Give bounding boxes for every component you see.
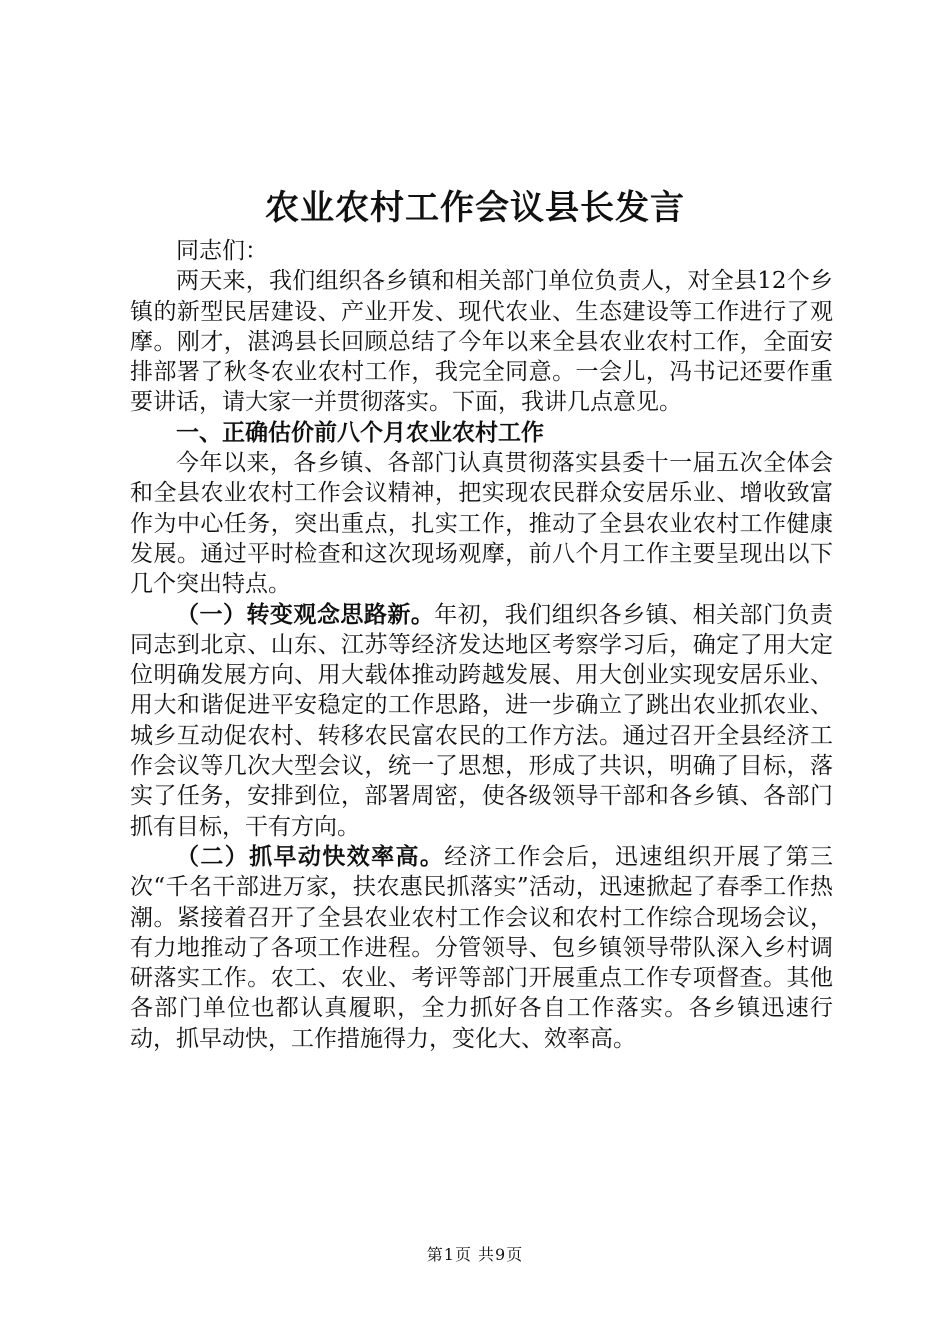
point-1-paragraph (130, 600, 833, 842)
document-body (130, 236, 833, 1054)
section-1-paragraph: 今年以来，各乡镇、各部门认真贯彻落实县委十一届五次全体会和全县农业农村工作会议精神，把实现农民群众安居乐业、增收致富作为中心任务，突出重点，扎实工作，推动了全县农业农村工作健康发展。通过平时检查和这次现场观摩，前八个月工作主要呈现出以下几个突出特点。 (130, 450, 833, 598)
document-title: 农业农村工作会议县长发言 (265, 188, 685, 228)
greeting: 同志们： (176, 238, 268, 264)
page-footer: 第1页 共9页 (426, 1245, 524, 1264)
point-2-text: 经济工作会后，迅速组织开展了第三次“千名干部进万家，扶农惠民抓落实”活动，迅速掀起了春季工作热潮。紧接着召开了全县农业农村工作会议和农村工作综合现场会议，有力地推动了各项工作进程。分管领导、包乡镇领导带队深入乡村调研落实工作。农工、农业、考评等部门开展重点工作专项督查。其他各部门单位也都认真履职，全力抓好各自工作落实。各乡镇迅速行动，抓早动快，工作措施得力，变化大、效率高。 (130, 843, 834, 1052)
point-2-paragraph (130, 842, 833, 1054)
section-heading-1: 一、正确估价前八个月农业农村工作 (176, 418, 544, 446)
intro-paragraph: 两天来，我们组织各乡镇和相关部门单位负责人，对全县12个乡镇的新型民居建设、产业开发、现代农业、生态建设等工作进行了观摩。刚才，湛鸿县长回顾总结了今年以来全县农业农村工作，全面安排部署了秋冬农业农村工作，我完全同意。一会儿，冯书记还要作重要讲话，请大家一并贯彻落实。下面，我讲几点意见。 (130, 268, 833, 416)
point-2-lead: （二）抓早动快效率高。 (176, 842, 445, 870)
point-1-lead: （一）转变观念思路新。 (176, 600, 435, 628)
point-1-text: 年初，我们组织各乡镇、相关部门负责同志到北京、山东、江苏等经济发达地区考察学习后，确定了用大定位明确发展方向、用大载体推动跨越发展、用大创业实现安居乐业、用大和谐促进平安稳定的工作思路，进一步确立了跳出农业抓农业、城乡互动促农村、转移农民富农民的工作方法。通过召开全县经济工作会议等几次大型会议，统一了思想，形成了共识，明确了目标，落实了任务，安排到位，部署周密，使各级领导干部和各乡镇、各部门抓有目标，干有方向。 (130, 601, 834, 840)
